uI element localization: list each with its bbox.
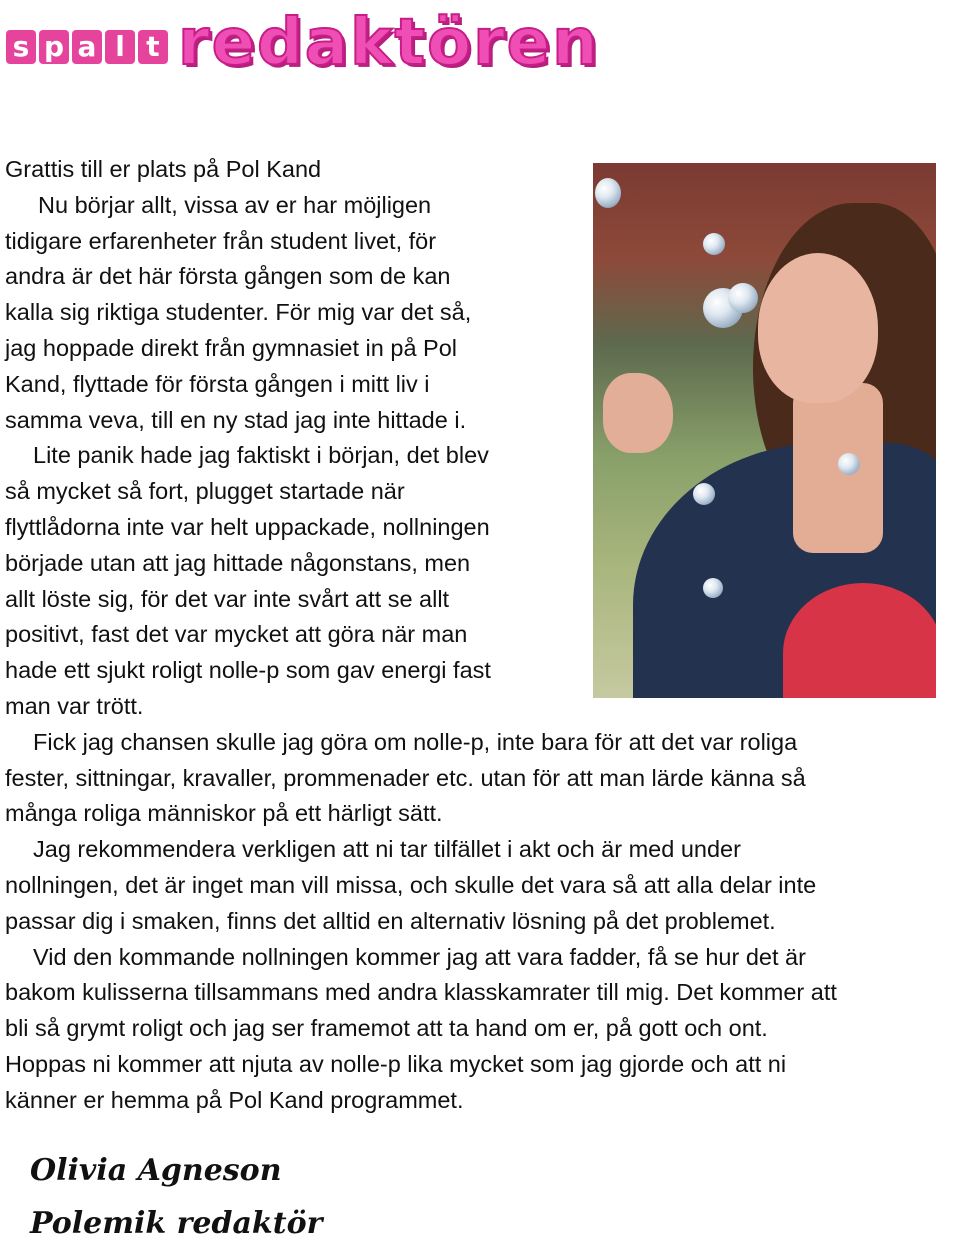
- body-line: Fick jag chansen skulle jag göra om nolle-p, inte bara för att det var roliga: [33, 728, 798, 755]
- body-line: fester, sittningar, kravaller, prommenader etc. utan för att man lärde känna så: [5, 764, 806, 791]
- body-line: positivt, fast det var mycket att göra när man: [5, 621, 468, 648]
- body-line: tidigare erfarenheter från student livet, för: [5, 227, 437, 254]
- body-line: flyttlådorna inte var helt uppackade, nollningen: [5, 513, 490, 540]
- spalt-letter: s: [6, 30, 36, 64]
- body-line: många roliga människor på ett härligt sätt.: [5, 800, 443, 827]
- page-title: redaktören: [178, 6, 600, 80]
- body-line: bakom kulisserna tillsammans med andra klasskamrater till mig. Det kommer att: [5, 979, 837, 1006]
- body-line: hade ett sjukt roligt nolle-p som gav energi fast: [5, 657, 491, 684]
- spalt-letter: t: [138, 30, 168, 64]
- body-line: Grattis till er plats på Pol Kand: [5, 156, 322, 182]
- page-header: [0, 0, 960, 110]
- body-line: man var trött.: [5, 692, 144, 719]
- body-line: bli så grymt roligt och jag ser framemot att ta hand om er, på gott och ont.: [5, 1015, 768, 1042]
- signature-role: Polemik redaktör: [30, 1206, 323, 1241]
- body-line: allt löste sig, för det var inte svårt att se allt: [5, 585, 450, 612]
- spalt-letter: l: [105, 30, 135, 64]
- body-line: började utan att jag hittade någonstans, men: [5, 549, 471, 576]
- body-line: andra är det här första gången som de kan: [5, 263, 451, 290]
- body-line: kalla sig riktiga studenter. För mig var det så,: [5, 299, 472, 326]
- body-line: känner er hemma på Pol Kand programmet.: [5, 1086, 464, 1113]
- body-line: Jag rekommendera verkligen att ni tar tilfället i akt och är med under: [33, 836, 741, 863]
- body-line: Hoppas ni kommer att njuta av nolle-p lika mycket som jag gjorde och att ni: [5, 1050, 787, 1077]
- spalt-badge: [6, 30, 168, 64]
- body-line: samma veva, till en ny stad jag inte hittade i.: [5, 406, 467, 433]
- spalt-letter: a: [72, 30, 102, 64]
- body-line: Vid den kommande nollningen kommer jag att vara fadder, få se hur det är: [33, 943, 806, 970]
- signature-name: Olivia Agneson: [30, 1153, 282, 1188]
- body-line: Nu börjar allt, vissa av er har möjligen: [38, 191, 432, 218]
- body-line: Kand, flyttade för första gången i mitt liv i: [5, 370, 430, 397]
- article-body: [5, 152, 955, 1119]
- body-line: passar dig i smaken, finns det alltid en alternativ lösning på det problemet.: [5, 907, 776, 934]
- body-line: nollningen, det är inget man vill missa, och skulle det vara så att alla delar inte: [5, 871, 817, 898]
- body-line: så mycket så fort, plugget startade när: [5, 478, 405, 505]
- body-line: Lite panik hade jag faktiskt i början, det blev: [33, 442, 489, 469]
- spalt-letter: p: [39, 30, 69, 64]
- body-line: jag hoppade direkt från gymnasiet in på Pol: [5, 334, 458, 361]
